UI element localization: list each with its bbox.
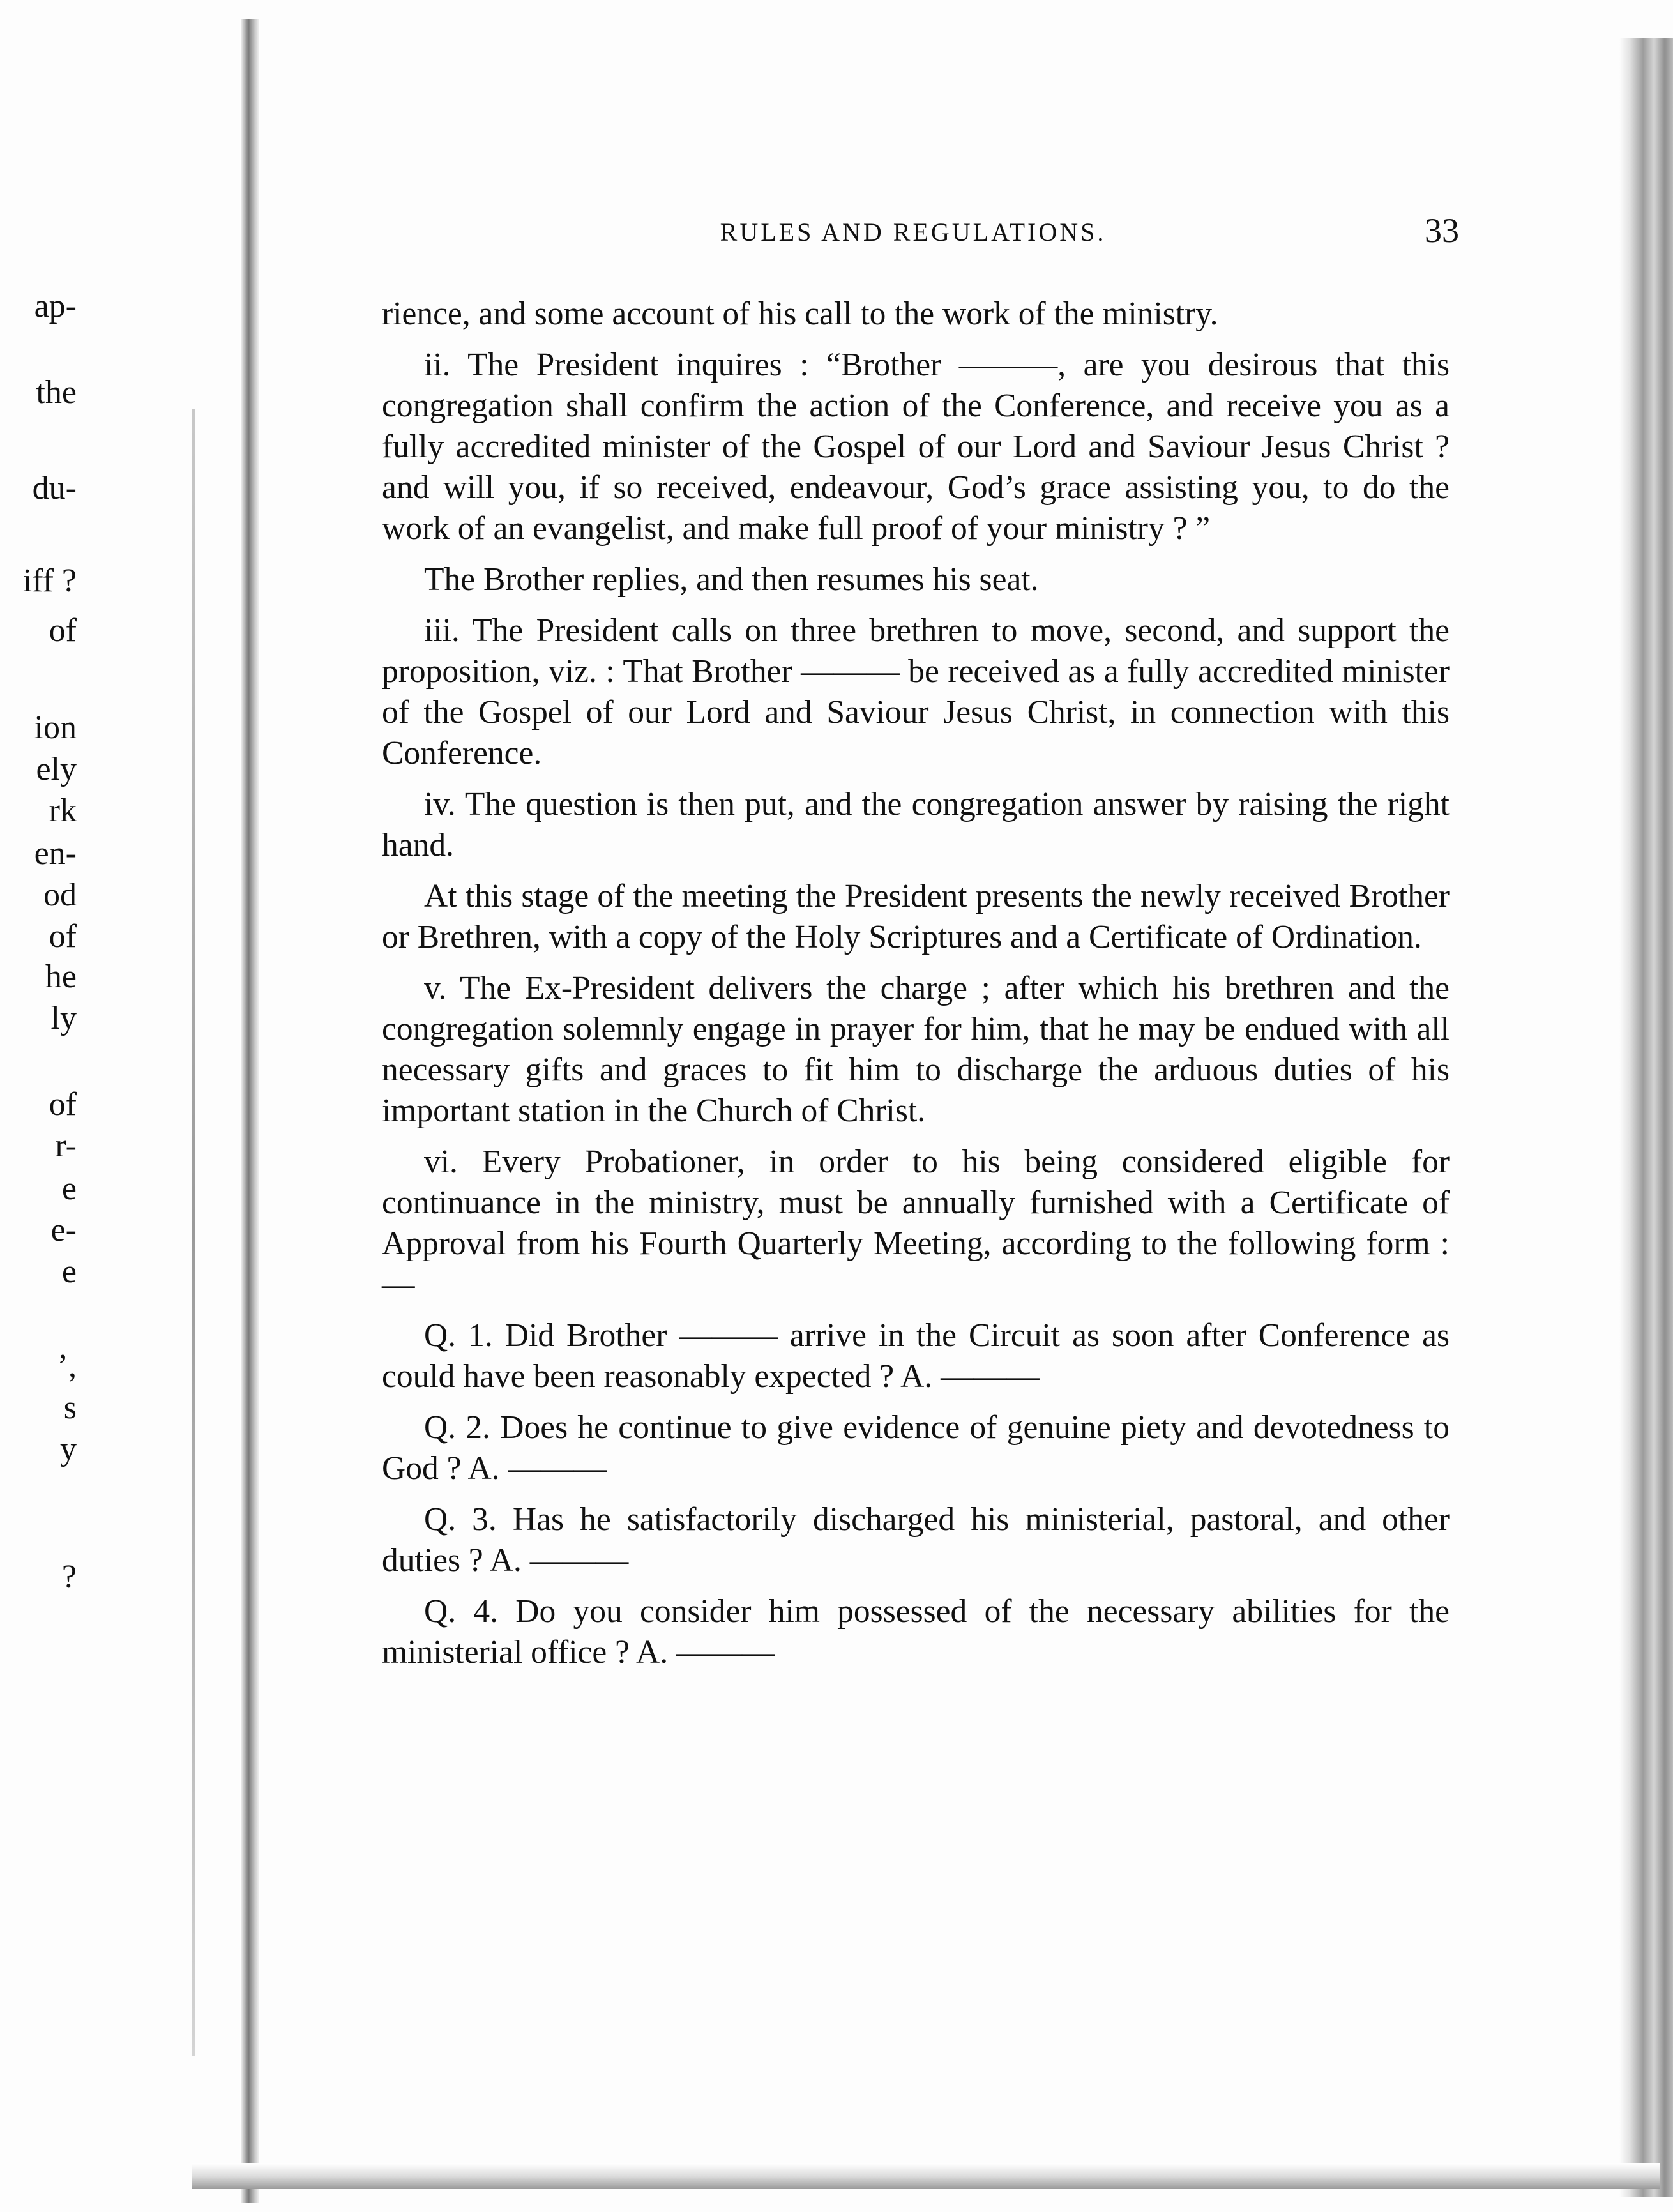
binding-gutter-shadow: [241, 19, 259, 2203]
facing-page-fragments: [0, 0, 77, 2212]
question-2: Q. 2. Does he continue to give evidence of genuine piety and devotedness to God ? A. ———: [382, 1409, 1450, 1487]
facing-page-fragment: r-: [55, 1128, 77, 1164]
facing-page-fragment: iff ?: [22, 563, 77, 599]
facing-page-fragment: ely: [36, 751, 77, 787]
facing-page-fragment: e-: [50, 1212, 77, 1248]
paragraph: At this stage of the meeting the President presents the newly received Brother or Brethren, with a copy of the Holy Scriptures and a Certificate of Ordination.: [382, 878, 1450, 955]
paragraph: The Brother replies, and then resumes his seat.: [424, 561, 1039, 598]
facing-page-fragment: en-: [34, 835, 77, 872]
facing-page-fragment: e: [61, 1170, 77, 1207]
gutter-line: [192, 409, 195, 2056]
facing-page-fragment: y: [60, 1431, 77, 1467]
bottom-edge-shadow: [192, 2163, 1660, 2189]
facing-page-fragment: ap-: [34, 288, 77, 324]
question-4: Q. 4. Do you consider him possessed of the necessary abilities for the ministerial office ? A. ———: [382, 1593, 1450, 1670]
facing-page-fragment: he: [45, 958, 77, 995]
facing-page-fragment: of: [49, 918, 77, 955]
facing-page-fragment: rk: [49, 792, 77, 829]
running-head: RULES AND REGULATIONS.: [720, 218, 1107, 246]
paragraph: iii. The President calls on three brethren to move, second, and support the proposition, viz. : That Brother ——— be received as a fully accredited minister of the Gospel of our Lord and Saviour Jesus Christ, in connection with this Conference.: [382, 612, 1450, 771]
facing-page-fragment: ’,: [57, 1348, 77, 1384]
facing-page-fragment: the: [36, 374, 77, 411]
paragraph: vi. Every Probationer, in order to his being considered eligible for continuance in the ministry, must be annually furnished with a Certificate of Approval from his Fourth Quarterly Meeting, according to the following form :—: [382, 1144, 1450, 1303]
paragraph: ii. The President inquires : “Brother ———, are you desirous that this congregation shall confirm the action of the Conference, and receive you as a fully accredited minister of the Gospel of our Lord and Saviour Jesus Christ ? and will you, if so received, endeavour, God’s grace assisting you, to do the work of an evangelist, and make full proof of your ministry ? ”: [382, 347, 1450, 547]
page-body: [382, 294, 1450, 1683]
facing-page-fragment: du-: [32, 470, 77, 506]
facing-page-fragment: od: [43, 877, 77, 913]
paragraph: rience, and some account of his call to the work of the ministry.: [382, 296, 1218, 332]
facing-page-fragment: ion: [34, 709, 77, 746]
facing-page-fragment: e: [61, 1254, 77, 1290]
facing-page-fragment: of: [49, 612, 77, 649]
paragraph: iv. The question is then put, and the congregation answer by raising the right hand.: [382, 786, 1450, 863]
page-edge-shadow: [1619, 38, 1673, 2197]
facing-page-fragment: s: [63, 1390, 77, 1426]
facing-page-fragment: ly: [50, 1000, 77, 1036]
question-3: Q. 3. Has he satisfactorily discharged his ministerial, pastoral, and other duties ? A. ———: [382, 1501, 1450, 1579]
question-1: Q. 1. Did Brother ——— arrive in the Circuit as soon after Conference as could have been reasonably expected ? A. ———: [382, 1317, 1450, 1395]
facing-page-fragment: of: [49, 1086, 77, 1123]
page-number: 33: [1425, 211, 1459, 250]
facing-page-fragment: ?: [61, 1559, 77, 1595]
paragraph: v. The Ex-President delivers the charge ; after which his brethren and the congregation solemnly engage in prayer for him, that he may be endued with all necessary gifts and graces to fit him to discharge the arduous duties of his important station in the Church of Christ.: [382, 970, 1450, 1129]
